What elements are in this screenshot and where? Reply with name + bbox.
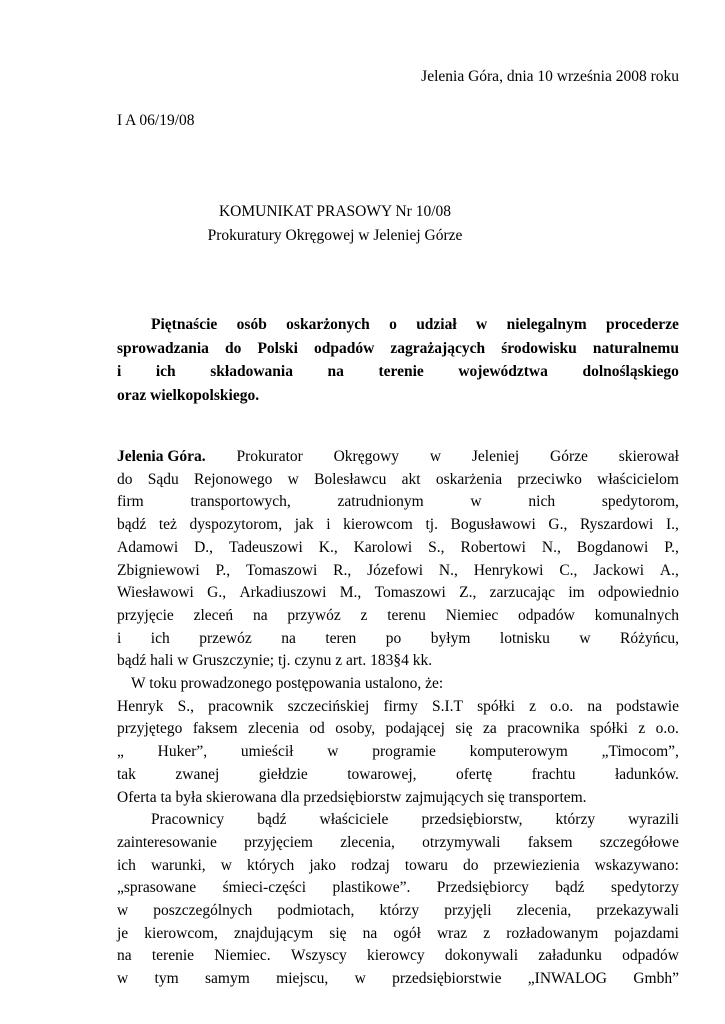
word: po: [385, 629, 402, 647]
word: osoby,: [335, 720, 376, 738]
word: Rejonowego: [194, 470, 273, 488]
word: szczegółowe: [599, 833, 679, 851]
word: Sądu: [147, 470, 179, 488]
p3-line-2: [117, 741, 679, 764]
word: S.,: [428, 538, 445, 556]
word: na: [281, 629, 296, 647]
word: osób: [236, 316, 267, 333]
word: pojazdami: [614, 924, 679, 942]
word: spółki: [477, 697, 515, 715]
word: przyjęli: [444, 902, 492, 920]
word: naturalnemu: [592, 339, 679, 357]
word: nich: [528, 493, 556, 511]
word: na: [252, 606, 268, 624]
word: na: [327, 363, 344, 380]
word: faksem: [192, 720, 238, 738]
word: w: [476, 316, 488, 333]
word: firmy: [383, 697, 418, 715]
word: Adamowi: [117, 538, 179, 556]
word: spółki: [589, 720, 628, 738]
word: C.,: [559, 561, 578, 579]
word: Gmbh”: [633, 970, 679, 988]
word: Z.,: [459, 584, 477, 602]
word: pracownik: [208, 697, 274, 715]
title-line-1: KOMUNIKAT PRASOWY Nr 10/08: [218, 203, 452, 220]
word: za: [483, 720, 497, 738]
word: przyjęcie: [117, 606, 174, 624]
word: nielegalnym: [506, 316, 587, 333]
word: na: [117, 947, 132, 965]
word: o.o.: [550, 697, 574, 715]
word: R.,: [333, 561, 352, 579]
w-2: w: [429, 448, 442, 465]
word: bądź: [257, 811, 287, 829]
word: od: [309, 720, 325, 738]
word: dokonywali: [444, 947, 519, 965]
p4-line-4: [117, 923, 679, 946]
word: i: [117, 629, 122, 647]
word: faksem: [527, 833, 573, 851]
word: Robertowi: [460, 538, 526, 556]
word: w: [117, 970, 129, 988]
word: do: [117, 470, 133, 488]
word: A.,: [659, 561, 679, 579]
word: środowisku: [501, 339, 577, 357]
word: przedsiębiorstw,: [421, 811, 523, 829]
word: giełdzie: [258, 765, 308, 783]
word: poszczególnych: [153, 902, 253, 920]
p4-line-2: [117, 877, 679, 900]
word: przedsiębiorstwie: [392, 970, 502, 988]
word: ładunków.: [614, 765, 679, 783]
word: procederze: [606, 316, 679, 333]
word: odpadów: [622, 947, 679, 965]
w-4: Górze: [550, 448, 588, 465]
word: w: [327, 743, 339, 761]
word: Jackowi: [593, 561, 645, 579]
word: i: [117, 363, 122, 380]
word: których: [246, 856, 295, 874]
word: śmieci-części: [222, 879, 307, 897]
word: z: [638, 720, 646, 738]
word: K.,: [318, 538, 338, 556]
word: transportowych,: [190, 493, 291, 511]
word: terenie: [151, 947, 195, 965]
word: akt: [401, 470, 421, 488]
paragraph-1-lines: [117, 469, 679, 651]
paragraph-4-lines: [117, 832, 679, 991]
word: „sprasowane: [117, 879, 197, 897]
word: z: [360, 606, 368, 624]
word: G.,: [548, 516, 568, 534]
word: zainteresowanie: [117, 833, 217, 851]
word: kierowcom,: [144, 924, 218, 942]
word: towaru: [404, 856, 448, 874]
word: rozładowanym: [506, 924, 599, 942]
word: podstawie: [616, 697, 679, 715]
word: teren: [325, 629, 357, 647]
w-1: Okręgowy: [333, 448, 400, 465]
word: Bolesławcu: [314, 470, 387, 488]
word: G.,: [207, 584, 227, 602]
word: z: [529, 697, 536, 715]
word: zlecenia: [248, 720, 299, 738]
word: dolnośląskiego: [582, 363, 679, 380]
word: je: [117, 924, 129, 942]
p1-line-5: [117, 582, 679, 605]
word: lotnisku: [499, 629, 550, 647]
p3-line-0: [117, 696, 679, 719]
word: przeciwko: [517, 470, 582, 488]
p1-line-0: [117, 469, 679, 492]
word: zlecenia,: [340, 833, 395, 851]
word: odpadów: [314, 339, 375, 357]
p4-line-3: [117, 900, 679, 923]
p1-line-6: [117, 605, 679, 628]
word: właściciele: [319, 811, 389, 829]
word: się: [329, 924, 347, 942]
p1-line-3: [117, 537, 679, 560]
word: ich: [150, 629, 170, 647]
word: Arkadiuszowi: [239, 584, 327, 602]
p3-line-3: [117, 764, 679, 787]
word: Henrykowi: [473, 561, 544, 579]
word: tym: [154, 970, 179, 988]
word: I.,: [665, 516, 679, 534]
word: Bogdanowi: [576, 538, 649, 556]
word: odpowiednio: [598, 584, 679, 602]
word: zagrażających: [390, 339, 486, 357]
word: plastikowe”.: [332, 879, 411, 897]
word: Przedsiębiorcy: [436, 879, 529, 897]
word: Józefowi: [367, 561, 424, 579]
word: warunki,: [150, 856, 206, 874]
word: terenu: [387, 606, 426, 624]
word: przywóz: [287, 606, 341, 624]
lead-paragraph: [117, 313, 679, 407]
paragraph-2-intro: W toku prowadzonego postępowania ustalono, że:: [131, 675, 444, 693]
word: Karolowi: [353, 538, 413, 556]
word: wyrazili: [628, 811, 679, 829]
word: Polski: [257, 339, 298, 357]
word: przewóz: [199, 629, 252, 647]
word: Pracownicy: [151, 811, 225, 829]
word: przyjętego: [117, 720, 183, 738]
word: tj.: [425, 516, 438, 534]
word: M.,: [339, 584, 362, 602]
word: Huker”,: [157, 743, 208, 761]
word: Wszyscy: [290, 947, 347, 965]
lead-line-1: [117, 337, 679, 361]
word: przekazywali: [596, 902, 679, 920]
word: komunalnych: [594, 606, 679, 624]
word: miejscu,: [276, 970, 329, 988]
word: bądź: [117, 516, 147, 534]
word: podmiotach,: [277, 902, 355, 920]
word: zleceń: [193, 606, 234, 624]
word: programie: [372, 743, 436, 761]
word: samym: [205, 970, 250, 988]
title-line-2: Prokuratury Okręgowej w Jeleniej Górze: [207, 227, 463, 244]
word: Tomaszowi: [246, 561, 318, 579]
word: na: [362, 924, 378, 942]
p4-line-0: [117, 832, 679, 855]
word: dyspozytorom,: [189, 516, 283, 534]
p1-line-2: [117, 514, 679, 537]
body-line-first: [117, 446, 679, 469]
word: i: [326, 516, 331, 534]
word: „INWALOG: [527, 970, 607, 988]
word: tak: [117, 765, 136, 783]
word: rodzaj: [351, 856, 390, 874]
word: do: [462, 856, 479, 874]
word: udział: [416, 316, 457, 333]
word: właścicielom: [597, 470, 679, 488]
word: się: [455, 720, 473, 738]
paragraph-4-first: [117, 809, 679, 832]
word: Niemiec: [445, 606, 499, 624]
word: P.,: [664, 538, 679, 556]
case-number: I A 06/19/08: [117, 112, 195, 129]
word: terenie: [378, 363, 424, 380]
word: ogół: [393, 924, 421, 942]
p4-line-5: [117, 945, 679, 968]
w-3: Jeleniej: [471, 448, 520, 465]
word: w: [220, 856, 232, 874]
word: o: [389, 316, 397, 333]
word: którzy: [379, 902, 420, 920]
word: Ryszardowi: [579, 516, 654, 534]
word: wskazywano:: [594, 856, 679, 874]
word: P.,: [215, 561, 231, 579]
lead-line-2: [117, 360, 679, 384]
word: zlecenia,: [516, 902, 572, 920]
word: ofertę: [456, 765, 493, 783]
word: byłym: [430, 629, 471, 647]
word: zarzucając: [489, 584, 556, 602]
word: D.,: [194, 538, 214, 556]
word: towarowej,: [347, 765, 417, 783]
word: podającej: [385, 720, 445, 738]
word: Zbigniewowi: [117, 561, 200, 579]
word: załadunku: [538, 947, 602, 965]
document-title: [0, 200, 670, 248]
lead-line-3: oraz wielkopolskiego.: [117, 386, 260, 404]
p1-line-7: [117, 628, 679, 651]
word: Niemiec.: [214, 947, 271, 965]
word: wraz: [436, 924, 468, 942]
word: komputerowym: [469, 743, 568, 761]
word: kierowcy: [366, 947, 425, 965]
word: znajdującym: [233, 924, 314, 942]
word: S.,: [177, 697, 194, 715]
word: w: [354, 970, 366, 988]
word: Bogusławowi: [450, 516, 536, 534]
word: N.,: [541, 538, 561, 556]
word: ich: [117, 856, 136, 874]
word: pracownika: [507, 720, 580, 738]
word: im: [568, 584, 585, 602]
word: N.,: [438, 561, 458, 579]
word: Tomaszowi: [374, 584, 446, 602]
word: „: [117, 743, 124, 761]
word: w: [117, 902, 129, 920]
word: Piętnaście: [151, 316, 218, 333]
word: jak: [294, 516, 314, 534]
word: S.I.T: [431, 697, 463, 715]
p4-line-6: [117, 968, 679, 991]
w-5: skierował: [618, 448, 679, 465]
word: firm: [117, 493, 144, 511]
word: Wiesławowi: [117, 584, 194, 602]
word: z: [483, 924, 491, 942]
word: Henryk: [117, 697, 164, 715]
word: o.o.: [655, 720, 679, 738]
word: województwa: [458, 363, 548, 380]
word: zatrudnionym: [337, 493, 424, 511]
word: spedytorom,: [601, 493, 679, 511]
p1-line-4: [117, 560, 679, 583]
word: Różyńcu,: [620, 629, 679, 647]
word: odpadów: [518, 606, 575, 624]
word: bądź: [555, 879, 585, 897]
place-name: Jelenia Góra.: [117, 448, 206, 465]
word: oskarżonych: [286, 316, 370, 333]
paragraph-3-lines: [117, 696, 679, 787]
word: sprowadzania: [117, 339, 209, 357]
word: kierowcom: [343, 516, 413, 534]
word: frachtu: [531, 765, 576, 783]
word: „Timocom”,: [601, 743, 679, 761]
word: umieścił: [240, 743, 294, 761]
w-0: Prokurator: [236, 448, 303, 465]
p4-line-1: [117, 855, 679, 878]
p1-line-1: [117, 491, 679, 514]
word: szczecińskiej: [287, 697, 370, 715]
lead-line-0: [117, 313, 679, 337]
word: w: [470, 493, 482, 511]
word: na: [587, 697, 603, 715]
word: też: [158, 516, 177, 534]
word: otrzymywali: [422, 833, 501, 851]
p3-line-1: [117, 718, 679, 741]
word: przewiezienia: [493, 856, 580, 874]
body-text: [117, 446, 679, 991]
word: ich: [155, 363, 176, 380]
word: przyjęciem: [244, 833, 313, 851]
date-line: Jelenia Góra, dnia 10 września 2008 roku: [421, 68, 679, 85]
paragraph-1-last: bądź hali w Gruszczynie; tj. czynu z art. 183§4 kk.: [117, 652, 433, 670]
word: do: [224, 339, 242, 357]
paragraph-3-last: Oferta ta była skierowana dla przedsiębiorstw zajmujących się transportem.: [117, 788, 587, 806]
word: spedytorzy: [610, 879, 679, 897]
word: oskarżenia: [435, 470, 503, 488]
word: składowania: [210, 363, 293, 380]
word: Tadeuszowi: [229, 538, 303, 556]
word: zwanej: [175, 765, 220, 783]
word: którzy: [555, 811, 596, 829]
word: w: [287, 470, 299, 488]
word: jako: [309, 856, 337, 874]
word: w: [579, 629, 591, 647]
